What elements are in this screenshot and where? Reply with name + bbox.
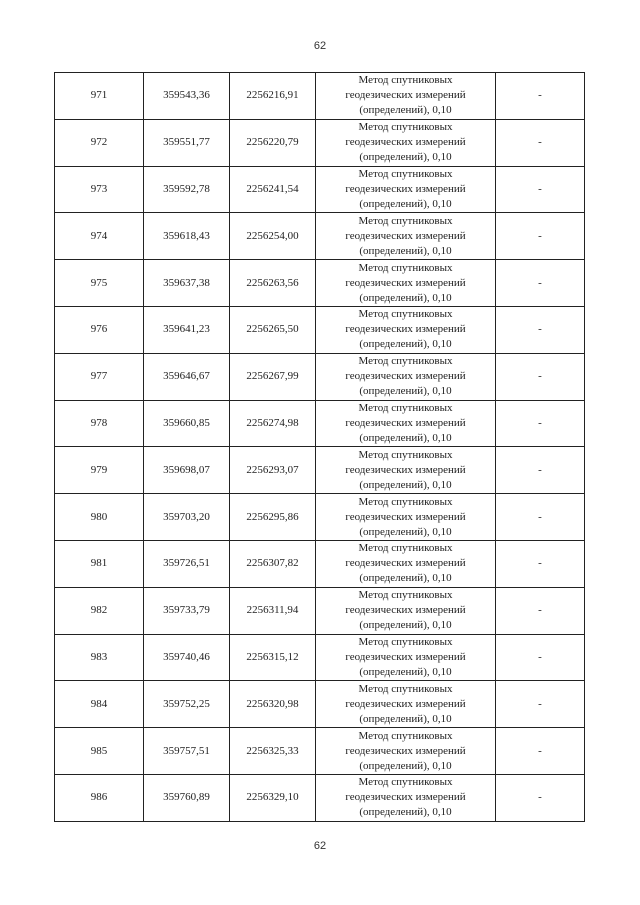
method-line: Метод спутниковых xyxy=(358,635,453,648)
method-line: Метод спутниковых xyxy=(358,401,453,414)
method-line: геодезических измерений xyxy=(345,791,466,804)
method-line: геодезических измерений xyxy=(345,463,466,476)
table-row xyxy=(55,587,585,634)
method-line: геодезических измерений xyxy=(345,697,466,710)
method-line: (определений), 0,10 xyxy=(359,665,452,678)
page-number-top: 62 xyxy=(313,40,327,52)
table-row xyxy=(55,447,585,494)
extra-cell: - xyxy=(496,213,585,260)
y-coordinate-cell: 2256263,56 xyxy=(230,260,316,307)
point-number-cell: 986 xyxy=(55,774,144,821)
y-coordinate-cell: 2256274,98 xyxy=(230,400,316,447)
x-coordinate-cell: 359551,77 xyxy=(144,119,230,166)
method-line: (определений), 0,10 xyxy=(359,712,452,725)
method-cell xyxy=(316,728,496,775)
method-line: Метод спутниковых xyxy=(358,542,453,555)
method-line: (определений), 0,10 xyxy=(359,759,452,772)
method-line: Метод спутниковых xyxy=(358,589,453,602)
point-number-cell: 981 xyxy=(55,540,144,587)
table-row xyxy=(55,400,585,447)
table-row xyxy=(55,119,585,166)
x-coordinate-cell: 359752,25 xyxy=(144,681,230,728)
point-number-cell: 974 xyxy=(55,213,144,260)
method-line: Метод спутниковых xyxy=(358,261,453,274)
y-coordinate-cell: 2256267,99 xyxy=(230,353,316,400)
x-coordinate-cell: 359698,07 xyxy=(144,447,230,494)
table-row xyxy=(55,260,585,307)
method-line: Метод спутниковых xyxy=(358,448,453,461)
table-row xyxy=(55,540,585,587)
extra-cell: - xyxy=(496,774,585,821)
y-coordinate-cell: 2256216,91 xyxy=(230,73,316,120)
y-coordinate-cell: 2256307,82 xyxy=(230,540,316,587)
x-coordinate-cell: 359592,78 xyxy=(144,166,230,213)
x-coordinate-cell: 359760,89 xyxy=(144,774,230,821)
method-line: Метод спутниковых xyxy=(358,495,453,508)
point-number-cell: 979 xyxy=(55,447,144,494)
extra-cell: - xyxy=(496,728,585,775)
method-line: Метод спутниковых xyxy=(358,729,453,742)
point-number-cell: 980 xyxy=(55,494,144,541)
method-line: (определений), 0,10 xyxy=(359,806,452,819)
method-line: Метод спутниковых xyxy=(358,74,453,87)
method-cell xyxy=(316,213,496,260)
method-line: (определений), 0,10 xyxy=(359,385,452,398)
method-cell xyxy=(316,119,496,166)
point-number-cell: 984 xyxy=(55,681,144,728)
extra-cell: - xyxy=(496,119,585,166)
method-line: геодезических измерений xyxy=(345,136,466,149)
x-coordinate-cell: 359733,79 xyxy=(144,587,230,634)
page-number-bottom: 62 xyxy=(313,840,327,852)
method-line: (определений), 0,10 xyxy=(359,619,452,632)
table-row xyxy=(55,681,585,728)
point-number-cell: 975 xyxy=(55,260,144,307)
table-row xyxy=(55,634,585,681)
point-number-cell: 971 xyxy=(55,73,144,120)
table-row xyxy=(55,353,585,400)
y-coordinate-cell: 2256329,10 xyxy=(230,774,316,821)
method-line: (определений), 0,10 xyxy=(359,431,452,444)
y-coordinate-cell: 2256325,33 xyxy=(230,728,316,775)
x-coordinate-cell: 359757,51 xyxy=(144,728,230,775)
extra-cell: - xyxy=(496,166,585,213)
method-cell xyxy=(316,353,496,400)
method-line: Метод спутниковых xyxy=(358,776,453,789)
y-coordinate-cell: 2256295,86 xyxy=(230,494,316,541)
extra-cell: - xyxy=(496,447,585,494)
method-line: (определений), 0,10 xyxy=(359,104,452,117)
method-line: геодезических измерений xyxy=(345,276,466,289)
x-coordinate-cell: 359703,20 xyxy=(144,494,230,541)
method-line: Метод спутниковых xyxy=(358,121,453,134)
point-number-cell: 977 xyxy=(55,353,144,400)
method-cell xyxy=(316,774,496,821)
method-line: геодезических измерений xyxy=(345,89,466,102)
method-cell xyxy=(316,681,496,728)
method-line: (определений), 0,10 xyxy=(359,197,452,210)
x-coordinate-cell: 359646,67 xyxy=(144,353,230,400)
method-line: геодезических измерений xyxy=(345,416,466,429)
table-row xyxy=(55,494,585,541)
method-cell xyxy=(316,400,496,447)
y-coordinate-cell: 2256220,79 xyxy=(230,119,316,166)
point-number-cell: 982 xyxy=(55,587,144,634)
point-number-cell: 983 xyxy=(55,634,144,681)
method-cell xyxy=(316,540,496,587)
point-number-cell: 973 xyxy=(55,166,144,213)
table-row xyxy=(55,73,585,120)
point-number-cell: 976 xyxy=(55,306,144,353)
coordinates-table xyxy=(54,72,585,822)
method-line: (определений), 0,10 xyxy=(359,338,452,351)
method-line: (определений), 0,10 xyxy=(359,525,452,538)
table-row xyxy=(55,306,585,353)
x-coordinate-cell: 359740,46 xyxy=(144,634,230,681)
method-line: (определений), 0,10 xyxy=(359,478,452,491)
method-line: Метод спутниковых xyxy=(358,308,453,321)
y-coordinate-cell: 2256265,50 xyxy=(230,306,316,353)
method-cell xyxy=(316,494,496,541)
extra-cell: - xyxy=(496,681,585,728)
y-coordinate-cell: 2256315,12 xyxy=(230,634,316,681)
point-number-cell: 978 xyxy=(55,400,144,447)
method-cell xyxy=(316,306,496,353)
method-line: (определений), 0,10 xyxy=(359,572,452,585)
method-line: геодезических измерений xyxy=(345,370,466,383)
method-line: геодезических измерений xyxy=(345,744,466,757)
table-row xyxy=(55,728,585,775)
method-line: геодезических измерений xyxy=(345,182,466,195)
extra-cell: - xyxy=(496,306,585,353)
method-line: Метод спутниковых xyxy=(358,167,453,180)
method-cell xyxy=(316,634,496,681)
method-line: Метод спутниковых xyxy=(358,355,453,368)
method-line: (определений), 0,10 xyxy=(359,291,452,304)
y-coordinate-cell: 2256241,54 xyxy=(230,166,316,213)
y-coordinate-cell: 2256254,00 xyxy=(230,213,316,260)
x-coordinate-cell: 359543,36 xyxy=(144,73,230,120)
method-cell xyxy=(316,73,496,120)
table-row xyxy=(55,213,585,260)
extra-cell: - xyxy=(496,634,585,681)
y-coordinate-cell: 2256293,07 xyxy=(230,447,316,494)
table-body xyxy=(55,73,585,822)
y-coordinate-cell: 2256311,94 xyxy=(230,587,316,634)
extra-cell: - xyxy=(496,494,585,541)
x-coordinate-cell: 359726,51 xyxy=(144,540,230,587)
method-line: геодезических измерений xyxy=(345,323,466,336)
method-line: (определений), 0,10 xyxy=(359,151,452,164)
method-line: геодезических измерений xyxy=(345,557,466,570)
point-number-cell: 985 xyxy=(55,728,144,775)
x-coordinate-cell: 359641,23 xyxy=(144,306,230,353)
extra-cell: - xyxy=(496,540,585,587)
extra-cell: - xyxy=(496,260,585,307)
method-line: (определений), 0,10 xyxy=(359,244,452,257)
x-coordinate-cell: 359637,38 xyxy=(144,260,230,307)
method-line: геодезических измерений xyxy=(345,604,466,617)
y-coordinate-cell: 2256320,98 xyxy=(230,681,316,728)
x-coordinate-cell: 359618,43 xyxy=(144,213,230,260)
point-number-cell: 972 xyxy=(55,119,144,166)
extra-cell: - xyxy=(496,400,585,447)
method-line: Метод спутниковых xyxy=(358,682,453,695)
method-cell xyxy=(316,587,496,634)
extra-cell: - xyxy=(496,73,585,120)
method-cell xyxy=(316,260,496,307)
method-line: геодезических измерений xyxy=(345,229,466,242)
x-coordinate-cell: 359660,85 xyxy=(144,400,230,447)
method-line: геодезических измерений xyxy=(345,650,466,663)
method-cell xyxy=(316,166,496,213)
method-line: Метод спутниковых xyxy=(358,214,453,227)
table-row xyxy=(55,774,585,821)
extra-cell: - xyxy=(496,587,585,634)
method-line: геодезических измерений xyxy=(345,510,466,523)
method-cell xyxy=(316,447,496,494)
table-row xyxy=(55,166,585,213)
extra-cell: - xyxy=(496,353,585,400)
